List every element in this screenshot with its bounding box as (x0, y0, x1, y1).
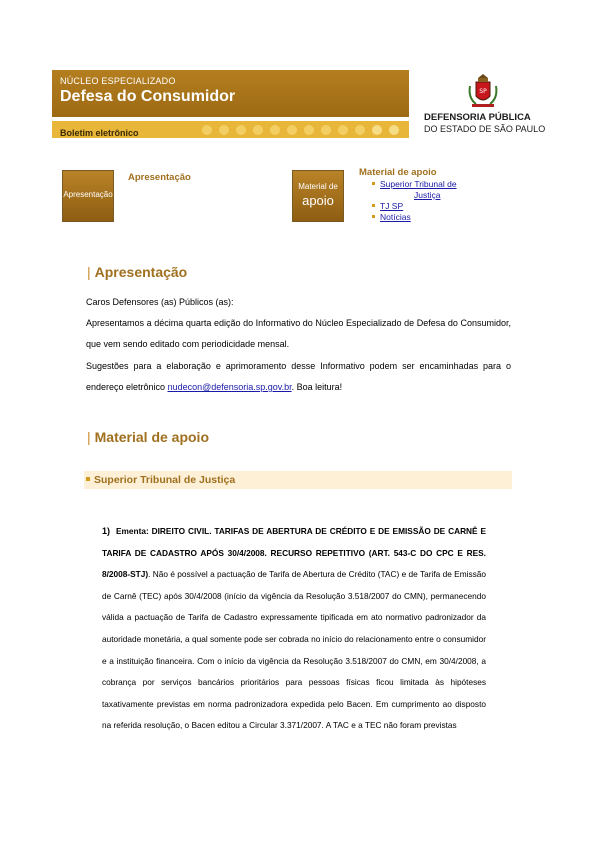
material-apoio-heading (87, 429, 209, 445)
apresentacao-heading (87, 264, 187, 280)
banner-title-area (52, 70, 409, 117)
material-apoio-nav-line2: apoio (302, 193, 334, 208)
suggestions-paragraph: Sugestões para a elaboração e aprimoramento desse Informativo podem ser encaminhadas para o endereço eletrônico nudecon@defensoria.sp.gov.br. Boa leitura! (86, 361, 511, 392)
material-apoio-nav-button[interactable] (292, 170, 344, 222)
material-apoio-nav-label: Material de apoio (359, 167, 437, 178)
bullet-square-icon (86, 477, 90, 481)
stj-subsection-text: Superior Tribunal de Justiça (94, 474, 236, 486)
link-noticias[interactable]: Notícias (380, 212, 411, 222)
stj-subsection-heading (84, 471, 512, 489)
svg-text:SP: SP (479, 88, 487, 95)
item-number: 1) (102, 526, 111, 536)
greeting: Caros Defensores (as) Públicos (as): (86, 297, 234, 307)
material-apoio-links (372, 179, 457, 223)
list-item (372, 201, 457, 212)
item-text: . Não é possível a pactuação de Tarifa de Abertura de Crédito (TAC) e de Tarifa de Emissão de Carnê (TEC) após 30/4/2008 (início da vigência da Resolução 3.518/2007 do CMN), permanecendo válida a pactuação de Tarifa de Cadastro expressamente tipificada em ato normativo padronizador da autoridade monetária, a qual somente pode ser cobrada no início do relacionamento entre o consumidor e a instituição financeira. Com o início da vigência da Resolução 3.518/2007 do CMN, em 30/4/2008, a cobrança por serviços bancários prioritários para pessoas físicas ficou limitada às hipóteses taxativamente previstas em norma padronizadora expedida pelo Bacen. Em cumprimento ao disposto na referida resolução, o Bacen editou a Circular 3.371/2007. A TAC e a TEC não foram previstas (102, 569, 486, 731)
intro-paragraph: Apresentamos a décima quarta edição do Informativo do Núcleo Especializado de Defesa do Consumidor, que vem sendo editado com periodicidade mensal. (86, 318, 511, 349)
material-apoio-heading-text: Material de apoio (94, 429, 209, 445)
material-apoio-nav-line1: Material de (298, 182, 338, 191)
sao-paulo-coat-of-arms-icon (466, 72, 500, 110)
header-banner (52, 70, 409, 138)
apresentacao-nav-button-text: Apresentação (63, 190, 113, 199)
link-tj-sp[interactable]: TJ SP (380, 201, 404, 211)
item-ementa: Ementa: DIREITO CIVIL. TARIFAS DE ABERTURA DE CRÉDITO E DE EMISSÃO DE CARNÊ E TARIFA DE CADASTRO APÓS 30/4/2008. RECURSO REPETITIVO (ART. 543-C DO CPC E RES. 8/2008-STJ) (102, 526, 486, 580)
email-link[interactable]: nudecon@defensoria.sp.gov.br (167, 382, 292, 392)
item-1 (102, 521, 486, 737)
banner-subtitle: Boletim eletrônico (60, 128, 139, 138)
apresentacao-heading-text: Apresentação (94, 264, 188, 280)
heading-bar: | (87, 429, 91, 445)
apresentacao-nav-label[interactable]: Apresentação (128, 172, 191, 183)
logo-name-line1: DEFENSORIA PÚBLICA (424, 112, 531, 123)
link-stj[interactable]: Superior Tribunal de Justiça (380, 179, 457, 200)
defensoria-logo (422, 72, 547, 142)
banner-kicker: NÚCLEO ESPECIALIZADO (60, 76, 176, 86)
apresentacao-nav-button[interactable] (62, 170, 114, 222)
logo-name-line2: DO ESTADO DE SÃO PAULO (424, 124, 546, 134)
list-item (372, 212, 457, 223)
banner-title: Defesa do Consumidor (60, 88, 236, 105)
list-item (372, 179, 457, 201)
banner-subtitle-bar (52, 121, 409, 138)
heading-bar: | (87, 264, 91, 280)
